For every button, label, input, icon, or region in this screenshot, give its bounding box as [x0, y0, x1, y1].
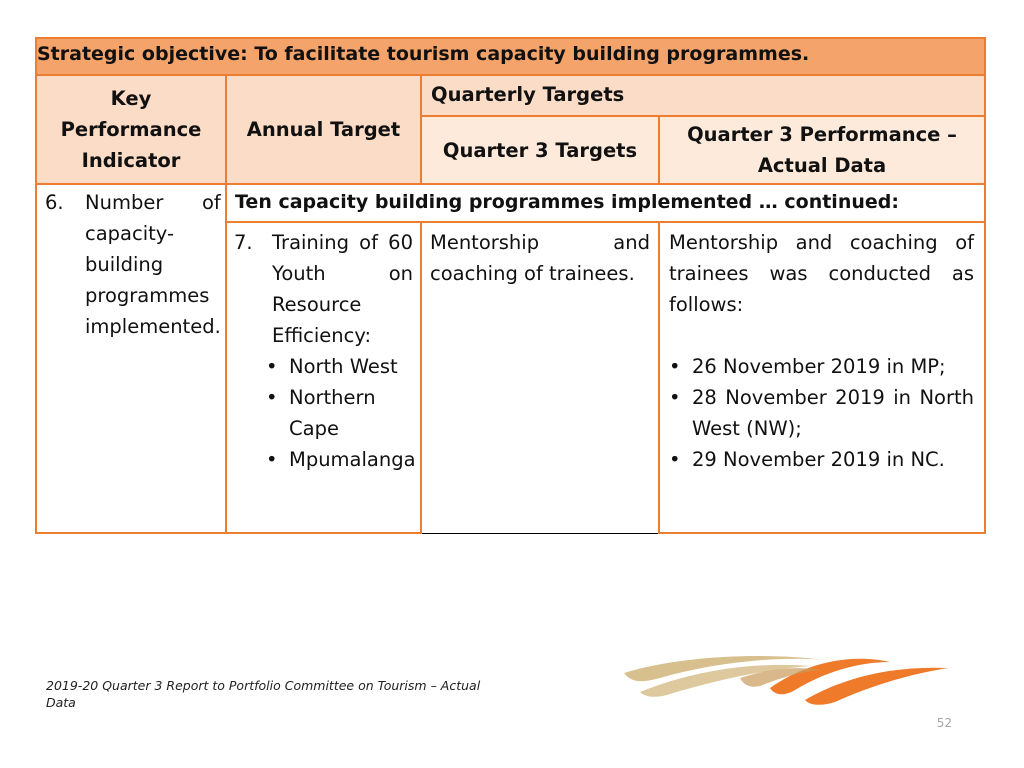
bullet-dot-icon: •	[669, 386, 681, 409]
annual-target-number: 7.	[234, 231, 253, 254]
q3-actual-bullets	[669, 351, 974, 475]
page-number: 52	[936, 716, 952, 730]
bullet-text: Northern Cape	[289, 386, 376, 440]
list-item	[669, 351, 974, 382]
kpi-item	[45, 187, 221, 342]
bullet-text: North West	[289, 355, 398, 378]
kpi-cell	[36, 184, 226, 533]
header-kpi: Key Performance Indicator	[36, 75, 226, 184]
annual-target-bullets	[266, 351, 416, 475]
list-item	[669, 444, 974, 475]
header-q3-actual: Quarter 3 Performance – Actual Data	[659, 116, 985, 184]
header-annual-target: Annual Target	[226, 75, 421, 184]
bullet-dot-icon: •	[266, 355, 278, 378]
q3-target-cell: Mentorship and coaching of trainees.	[421, 222, 659, 533]
bullet-dot-icon: •	[669, 448, 681, 471]
list-item	[266, 382, 413, 444]
bullet-dot-icon: •	[266, 386, 278, 409]
swoosh-logo-icon	[620, 648, 955, 708]
q3-actual-intro: Mentorship and coaching of trainees was conducted as follows:	[669, 231, 975, 316]
bullet-text: 26 November 2019 in MP;	[692, 355, 946, 378]
bullet-dot-icon: •	[669, 355, 681, 378]
strategic-objective: Strategic objective: To facilitate tourism capacity building programmes.	[36, 38, 985, 75]
annual-target-text: Training of 60 Youth on Resource Efficiency:	[272, 231, 413, 347]
q3-actual-cell	[659, 222, 985, 533]
header-row-1	[36, 75, 985, 116]
continued-row	[36, 184, 985, 222]
objective-row	[36, 38, 985, 75]
footer-text: 2019-20 Quarter 3 Report to Portfolio Committee on Tourism – Actual Data	[46, 678, 481, 710]
kpi-number: 6.	[45, 191, 64, 214]
bullet-text: 28 November 2019 in North West (NW);	[692, 386, 975, 440]
kpi-table	[35, 37, 986, 534]
continued-label: Ten capacity building programmes implemented … continued:	[226, 184, 985, 222]
list-item	[266, 444, 416, 475]
header-q3-targets: Quarter 3 Targets	[421, 116, 659, 184]
list-item	[669, 382, 974, 444]
bullet-text: 29 November 2019 in NC.	[692, 448, 945, 471]
kpi-text: Number of capacity-building programmes implemented.	[85, 191, 221, 338]
bullet-dot-icon: •	[266, 448, 278, 471]
annual-target-cell	[226, 222, 421, 533]
header-quarterly-targets: Quarterly Targets	[421, 75, 985, 116]
annual-target-item	[234, 227, 413, 351]
list-item	[266, 351, 413, 382]
bullet-text: Mpumalanga	[289, 448, 416, 471]
